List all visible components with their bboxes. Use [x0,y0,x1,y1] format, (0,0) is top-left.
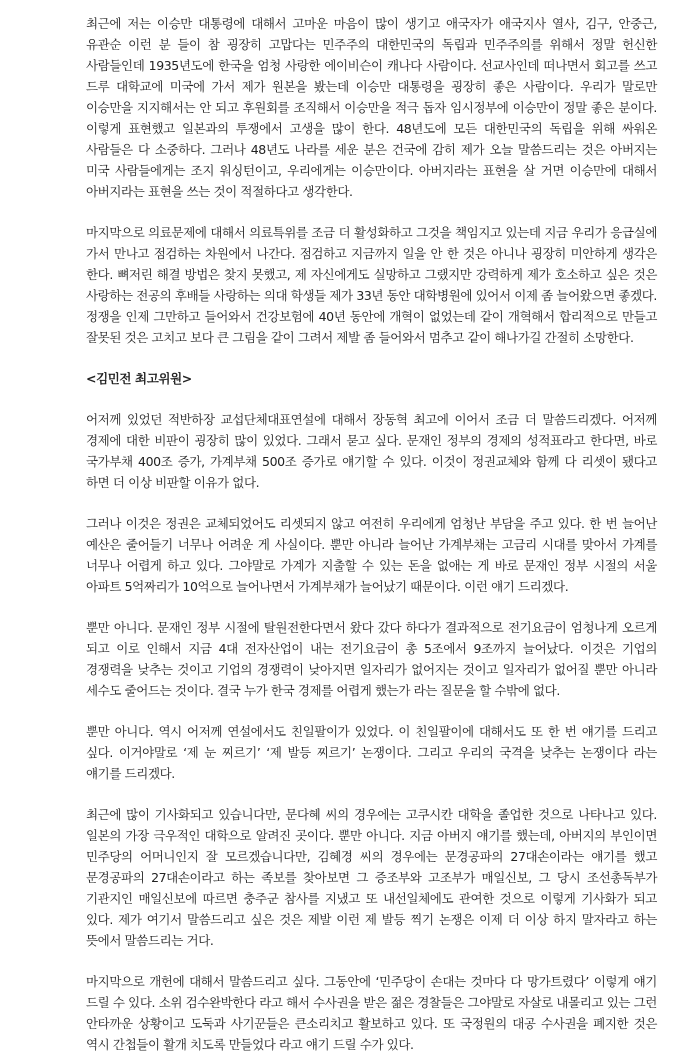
speaker-heading: <김민전 최고위원> [86,371,192,386]
paragraph-constitution-amendment: 마지막으로 개헌에 대해서 말씀드리고 싶다. 그동안에 ‘민주당이 손대는 것마다 다 망가트렸다’ 이렇게 얘기 드릴 수 있다. 소위 검수완박한다 라고 해서 수사권을 받은 젊은 경찰들은 그야말로 자살로 내몰리고 있는 그런 안타까운 상황이고 도둑과 사기꾼들은 큰소리치고 활보하고 있다. 또 국정원의 대공 수사권을 폐지한 것은 역시 간첩들이 활개 치도록 만들었다 라고 얘기 드릴 수가 있다. [86,974,657,1052]
paragraph-economy-criticism: 어저께 있었던 적반하장 교섭단체대표연설에 대해서 장동혁 최고에 이어서 조금 더 말씀드리겠다. 어저께 경제에 대한 비판이 굉장히 많이 있었다. 그래서 묻고 싶다. 문재인 정부의 경제의 성적표라고 한다면, 바로 국가부채 400조 증가, 가계부채 500조 증가로 얘기할 수 있다. 이것이 정권교체와 함께 다 리셋이 됐다고 하면 더 이상 비판할 이유가 없다. [86,412,657,490]
paragraph-family-background: 최근에 많이 기사화되고 있습니다만, 문다혜 씨의 경우에는 고쿠시칸 대학을 졸업한 것으로 나타나고 있다. 일본의 가장 극우적인 대학으로 알려진 곳이다. 뿐만 아니다. 지금 아버지 얘기를 했는데, 아버지의 부인이면 민주당의 어머니인지 잘 모르겠습니다만, 김혜경 씨의 경우에는 문경공파의 27대손이라는 얘기를 했고 문경공파의 27대손이라고 하는 족보를 찾아보면 그 증조부와 고조부가 매일신보, 그 당시 조선총독부가 기관지인 매일신보에 따르면 충주군 참사를 지냈고 또 내선일체에도 관여한 것으로 이렇게 기사화가 되고 있다. 제가 여기서 말씀드리고 싶은 것은 제발 이런 제 발등 찍기 논쟁은 이제 더 이상 하지 말자라고 하는 뜻에서 말씀드리는 거다. [86,807,657,948]
paragraph-syngman-rhee: 최근에 저는 이승만 대통령에 대해서 고마운 마음이 많이 생기고 애국자가 애국지사 열사, 김구, 안중근, 유관순 이런 분 들이 참 굉장히 고맙다는 민주주의 대한민국의 독립과 민주주의를 위해서 정말 헌신한 사람들인데 1935년도에 한국을 엄청 사랑한 에이비슨이 캐나다 사람이다. 선교사인데 떠나면서 회고를 쓰고 드루 대학교에 미국에 가서 제가 원본을 봤는데 이승만 대통령을 굉장히 좋은 사람이다. 우리가 말로만 이승만을 지지해서는 안 되고 후원회를 조직해서 이승만을 적극 돕자 임시정부에 이승만이 정말 좋은 분이다. 이렇게 표현했고 일본과의 투쟁에서 고생을 많이 한다. 48년도에 모든 대한민국의 독립을 위해 싸워온 사람들은 다 소중하다. 그러나 48년도 나라를 세운 분은 건국에 감히 제가 오늘 말씀드리는 것은 아버지는 미국 사람들에게는 조지 워싱턴이고, 우리에게는 이승만이다. 아버지라는 표현을 살 거면 이승만에 대해서 아버지라는 표현을 쓰는 것이 적절하다고 생각한다. [86,16,657,199]
paragraph-pro-japan-debate: 뿐만 아니다. 역시 어저께 연설에서도 친일팔이가 있었다. 이 친일팔이에 대해서도 또 한 번 얘기를 드리고 싶다. 이거야말로 ‘제 눈 찌르기’ ‘제 발등 찌르기’ 논쟁이다. 그리고 우리의 국격을 낮추는 논쟁이다 라는 얘기를 드리겠다. [86,724,657,781]
paragraph-household-debt: 그러나 이것은 정권은 교체되었어도 리셋되지 않고 여전히 우리에게 엄청난 부담을 주고 있다. 한 번 늘어난 예산은 줄어들기 너무나 어려운 게 사실이다. 뿐만 아니라 늘어난 가계부채는 고금리 시대를 맞아서 가계를 너무나 어렵게 하고 있다. 그야말로 가계가 지출할 수 있는 돈을 없애는 게 바로 문재인 정부 시절의 서울 아파트 5억짜리가 10억으로 늘어나면서 가계부채가 늘어났기 때문이다. 이런 얘기 드리겠다. [86,516,657,594]
paragraph-medical-issue: 마지막으로 의료문제에 대해서 의료특위를 조금 더 활성화하고 그것을 책임지고 있는데 지금 우리가 응급실에 가서 만나고 점검하는 차원에서 나간다. 점검하고 지금까지 일을 안 한 것은 아니나 굉장히 미안하게 생각은 한다. 뼈저린 해결 방법은 찾지 못했고, 제 자신에게도 실망하고 그랬지만 강력하게 제가 호소하고 싶은 것은 사랑하는 전공의 후배들 사랑하는 의대 학생들 제가 33년 동안 대학병원에 있어서 이제 좀 늘어왔으면 좋겠다. 정쟁을 인제 그만하고 들어와서 건강보험에 40년 동안에 개혁이 없었는데 같이 개혁해서 합리적으로 만들고 잘못된 것은 고치고 보다 큰 그림을 같이 그려서 제발 좀 들어와서 멈추고 같이 해나가길 간절히 소망한다. [86,225,657,345]
paragraph-electricity-rates: 뿐만 아니다. 문재인 정부 시절에 탈원전한다면서 왔다 갔다 하다가 결과적으로 전기요금이 엄청나게 오르게 되고 이로 인해서 지금 4대 전자산업이 내는 전기요금이 총 5조에서 9조까지 늘어났다. 이것은 기업의 경쟁력을 낮추는 것이고 기업의 경쟁력이 낮아지면 일자리가 없어지는 것이고 일자리가 없어질 뿐만 아니라 세수도 줄어드는 것이다. 결국 누가 한국 경제를 어렵게 했는가 라는 질문을 할 수밖에 없다. [86,620,658,698]
